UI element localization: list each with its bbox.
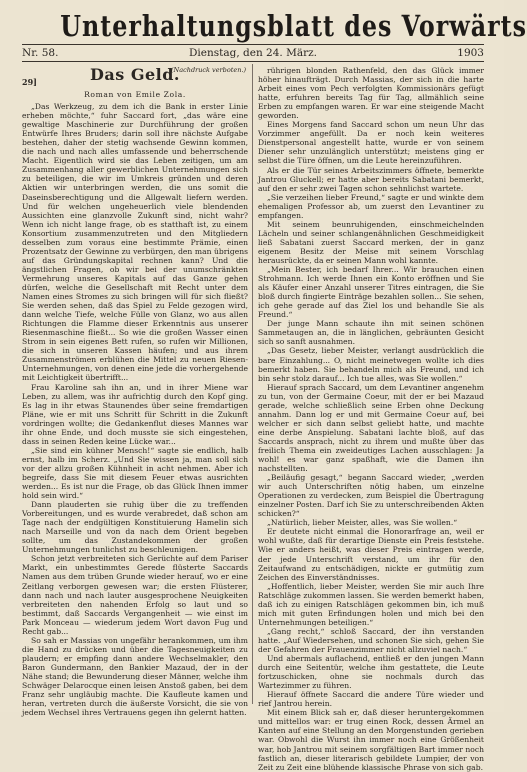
article-heading (22, 66, 248, 88)
paragraph: „Das Werkzeug, zu dem ich die Bank in erster Linie erheben möchte,“ fuhr Saccard fort, „das wäre eine gewaltige Maschinerie zur Durchführung der großen Entwürfe Ihres Bruders; darin soll ihre nächste Aufgabe bestehen, daher der stetig wachsende Gewinn kommen, die nach und nach alles umfassende und beherrschende Macht. Eigentlich wird sie das Leben zeitigen, um am Zusammenhang aller gewerblichen Unternehmungen sich zu beteiligen, die wir im Umkreis gründen und deren Aktien wir unterbringen werden, die uns somit die Daseinsberechtigung und die Allgewalt liefern werden. Und für welchen ungeheuerlich viele blendenden Aussichten eine glanzvolle Zukunft sind, nicht wahr? Wenn ich nicht lange frage, ob es statthaft ist, zu einem Konsortium zusammenzutreten und den Mitgliedern desselben zum voraus eine bestimmte Prämie, einen Prozentsatz der Gewinne zu verbürgen, den man übrigens auf das Gründungskapital rechnen kann? Und die ängstlichen Fragen, ob wir bei der unumschränkten Vermehrung unseres Kapitals auf das Ganze gehen dürfen, welche die Gesellschaft mit Recht unter dem Namen eines Stromes zu sich bringen will für sich fließt? Sie werden sehen, daß das Spiel zu Felde gezogen wird, dann welche Tiefe, welche Fülle von Glanz, wo aus allen Richtungen die Flamme dieser Erkenntnis aus unserer Riesenmaschine fließt... So wie die großen Wasser einen Strom in sein eigenes Bett rufen, so rufen wir Millionen, die sich in unseren Kassen häufen; und aus ihrem Zusammenströmen erblühen die Mittel zu neuen Riesen-Unternehmungen, von denen eine jede die vorhergehende mit Leichtigkeit übertrifft... (22, 102, 248, 383)
left-column (22, 65, 248, 718)
paragraph: „Natürlich, lieber Meister, alles, was Sie wollen.“ (267, 518, 458, 528)
serial-number: 29] (22, 77, 37, 87)
issue-number: Nr. 58. (22, 47, 59, 59)
paragraph: Der junge Mann schaute ihn mit seinen schönen Sammetaugen an, die in länglichen, gebräunten Gesicht sich so sanft ausnahmen. (258, 319, 484, 347)
paragraph: So sah er Massias von ungefähr herankommen, um ihm die Hand zu drücken und über die Tagesneuigkeiten zu plaudern; er empfing dann andere Wechselmakler, den Baron Gundermann, den Bankier Mazaud, der in der Nähe stand; die Bewunderung dieser Männer, welche ihm Schwäger Delarocque einen leisen Anstoß gaben, bei dem Franz sehr ungläubig machte. Die Kaufleute kamen und heran, vertreten durch die äußerste Vorsicht, die sie von jedem Wechsel ihres Vertrauens gegen ihn gelernt hatten. (22, 635, 248, 718)
issue-year: 1903 (457, 47, 484, 59)
paragraph: Schon jetzt verbreiteten sich Gerüchte auf dem Pariser Markt, ein unbestimmtes Gerede flüsterte Saccards Namen aus dem trüben Grunde wieder herauf, wo er eine Zeitlang verborgen gewesen war; die ersten Flüsterer, dann nach und nach lauter ausgesprochene Neuigkeiten verbreiteten den nahenden Erfolg so laut und so bestimmt, daß Saccards Vergangenheit — wie einst im Park Monceau — wiederum jedem Wort davon Fug und Recht gab... (22, 554, 248, 636)
paragraph: „Beiläufig gesagt,“ begann Saccard wieder, „werden wir auch Unterschriften nötig haben, um einzelne Operationen zu verdecken, zum Beispiel die Übertragung einzelner Posten. Darf ich Sie zu unterschreibenden Akten schicken?“ (258, 473, 484, 519)
masthead-rule-top (22, 44, 484, 45)
paragraph: Hierauf sprach Saccard, um dem Levantiner angenehm zu tun, von der Germaine Coeur, mit der er bei Mazaud gerade, welche schließlich seine Erben ohne Deckung annahm. Dann log er und mit Germaine Coeur auf, bei welcher er sich dann selbst geliebt hatte, und machte eine derbe Anspielung. Sabatani lachte bloß, auf das Saccards ansprach, nicht zu ihrem und mußte über das freilich Thema ein zweideutiges Lachen ausschlagen: Ja wohl! es war ganz spaßhaft, wie die Damen ihn nachstellten. (258, 382, 484, 474)
issue-date: Dienstag, den 24. März. (189, 47, 317, 59)
paragraph: „Sie verzeihen lieber Freund,“ sagte er und winkte dem ehemaligen Professor ab, um zuerst den Levantiner zu empfangen. (258, 192, 484, 220)
paragraph: „Das Gesetz, lieber Meister, verlangt ausdrücklich die bare Einzahlung... O, nicht meinetwegen wollte ich dies bemerkt haben. Sie behandeln mich als Freund, und ich bin sehr stolz darauf... Ich tue alles, was Sie wollen.“ (258, 346, 484, 383)
paragraph: Als er die Tür seines Arbeitszimmers öffnete, bemerkte Jantrou Gluckell; er hatte aber bereits Sabatani bemerkt, auf den er sehr zwei Tagen schon sehnlichst wartete. (258, 165, 484, 193)
article-title: Das Geld. (90, 65, 180, 84)
masthead-title: Unterhaltungsblatt des Vorwärts (60, 9, 527, 43)
paragraph: Eines Morgens fand Saccard schon um neun Uhr das Vorzimmer angefüllt. Da er noch kein weiteres Dienstpersonal angestellt hatte, wurde er von seinem Diener sehr unzulänglich unterstützt; meistens ging er selbst die Türe öffnen, um die Leute hereinzuführen. (258, 120, 484, 166)
paragraph: rührigen blonden Rathenfeld, den das Glück immer höher hinaufträgt. Durch Massias, der sich in die harte Arbeit eines vom Pech verfolgten Kommissionärs gefügt hatte, erfuhren bereits Tag für Tag, allmählich seine Erben zu empfangen waren. Er war eine steigende Macht geworden. (258, 66, 484, 121)
left-body (22, 102, 248, 717)
masthead-rule-bottom (22, 61, 484, 62)
paragraph: Dann plauderten sie ruhig über die zu treffenden Vorbereitungen, und es wurde verabredet, daß schon am Tage nach der endgültigen Konstituierung Hamelin sich nach Marseille und von da nach dem Orient begeben sollte, um das Zustandekommen der großen Unternehmungen tunlichst zu beschleunigen. (22, 500, 248, 555)
paragraph: „Mein Bester, ich bedarf Ihrer... Wir brauchen einen Strohmann. Ich werde Ihnen ein Konto eröffnen und Sie als Käufer einer Anzahl unserer Titres eintragen, die Sie bloß durch fingierte Einträge bezahlen sollen... Sie sehen, ich gehe gerade auf das Ziel los und behandle Sie als Freund.“ (258, 265, 484, 320)
paragraph: Er deutete nicht einmal die Honorarfrage an, weil er wohl wußte, daß für derartige Dienste ein Preis feststehe. Wie er anders heißt, was dieser Preis eintragen werde, der jede Unterschrift verstand, um ihr für den Zeitaufwand zu entschädigen, nickte er gutmütig zum Zeichen des Einverständnisses. (258, 527, 484, 582)
paragraph: Mit einem Blick sah er, daß dieser heruntergekommen und mittellos war: er trug einen Rock, dessen Ärmel an Kanten auf eine Stellung an den Morgenstunden gerieben war. Obwohl die Wurst ihn immer noch eine Größenheit war, hob Jantrou mit seinem sorgfältigen Bart immer noch fastlich an, dieser literarisch gebildete Lumpier, der von Zeit zu Zeit eine blühende klassische Phrase von sich gab. (258, 708, 484, 772)
paragraph: Und abermals auflachend, entließ er den jungen Mann durch eine Seitentür, welche ihm gestattete, die Leute fortzuschicken, ohne sie nochmals durch das Wartezimmer zu führen. (258, 654, 484, 691)
right-body (258, 66, 484, 772)
reprint-note: (Nachdruck verboten.) (171, 66, 246, 74)
article-subtitle: Roman von Emile Zola. (84, 90, 186, 99)
dateline (22, 46, 484, 60)
paragraph: Mit seinem beunruhigenden, einschmeichelnden Lächeln und seiner schlangenähnlichen Geschmeidigkeit ließ Sabatani zuerst Saccard merken, der in ganz eigenem Besitz der Meise mit seinem Vorschlag herausrückte, da er seinen Mann wohl kannte. (258, 219, 484, 265)
paragraph: „Hoffentlich, lieber Meister, werden Sie mir auch Ihre Ratschläge zukommen lassen. Sie werden bemerkt haben, daß ich zu einigen Ratschlägen gekommen bin, ich muß mich mit guten Erfindungen holen und mich bei den Unternehmungen beteiligen.“ (258, 581, 484, 627)
paragraph: Frau Karoline sah ihn an, und in ihrer Miene war Leben, zu allem, was ihr aufrichtig durch den Kopf ging. Es lag in ihr etwas Staunendes über seine fremdartigen Pläne, wie er mit uns Schritt für Schritt in die Zukunft vordringen wollte; die Gedankenflut dieses Mannes war ihr ohne Ende, und doch musste sie sich eingestehen, dass in seinen Reden keine Lücke war... (22, 382, 248, 446)
paragraph: „Gang recht,“ schloß Saccard, der ihn verstanden hatte. „Auf Wiedersehen, und schonen Sie sich, gehen Sie der Gefahren der Frauenzimmer nicht allzuviel nach.“ (258, 626, 484, 654)
paragraph: „Sie sind ein kühner Mensch!“ sagte sie endlich, halb ernst, halb im Scherz. „Und Sie wissen ja, man soll sich vor der allzu großen Kühnheit in acht nehmen. Aber ich begreife, dass Sie mit diesem Feuer etwas ausrichten werden... Es ist nur die Frage, ob das Glück Ihnen immer hold sein wird.“ (22, 445, 248, 501)
column-divider (252, 64, 253, 704)
right-column (258, 66, 484, 772)
paragraph: Hierauf öffnete Saccard die andere Türe wieder und rief Jantrou herein. (258, 690, 484, 709)
